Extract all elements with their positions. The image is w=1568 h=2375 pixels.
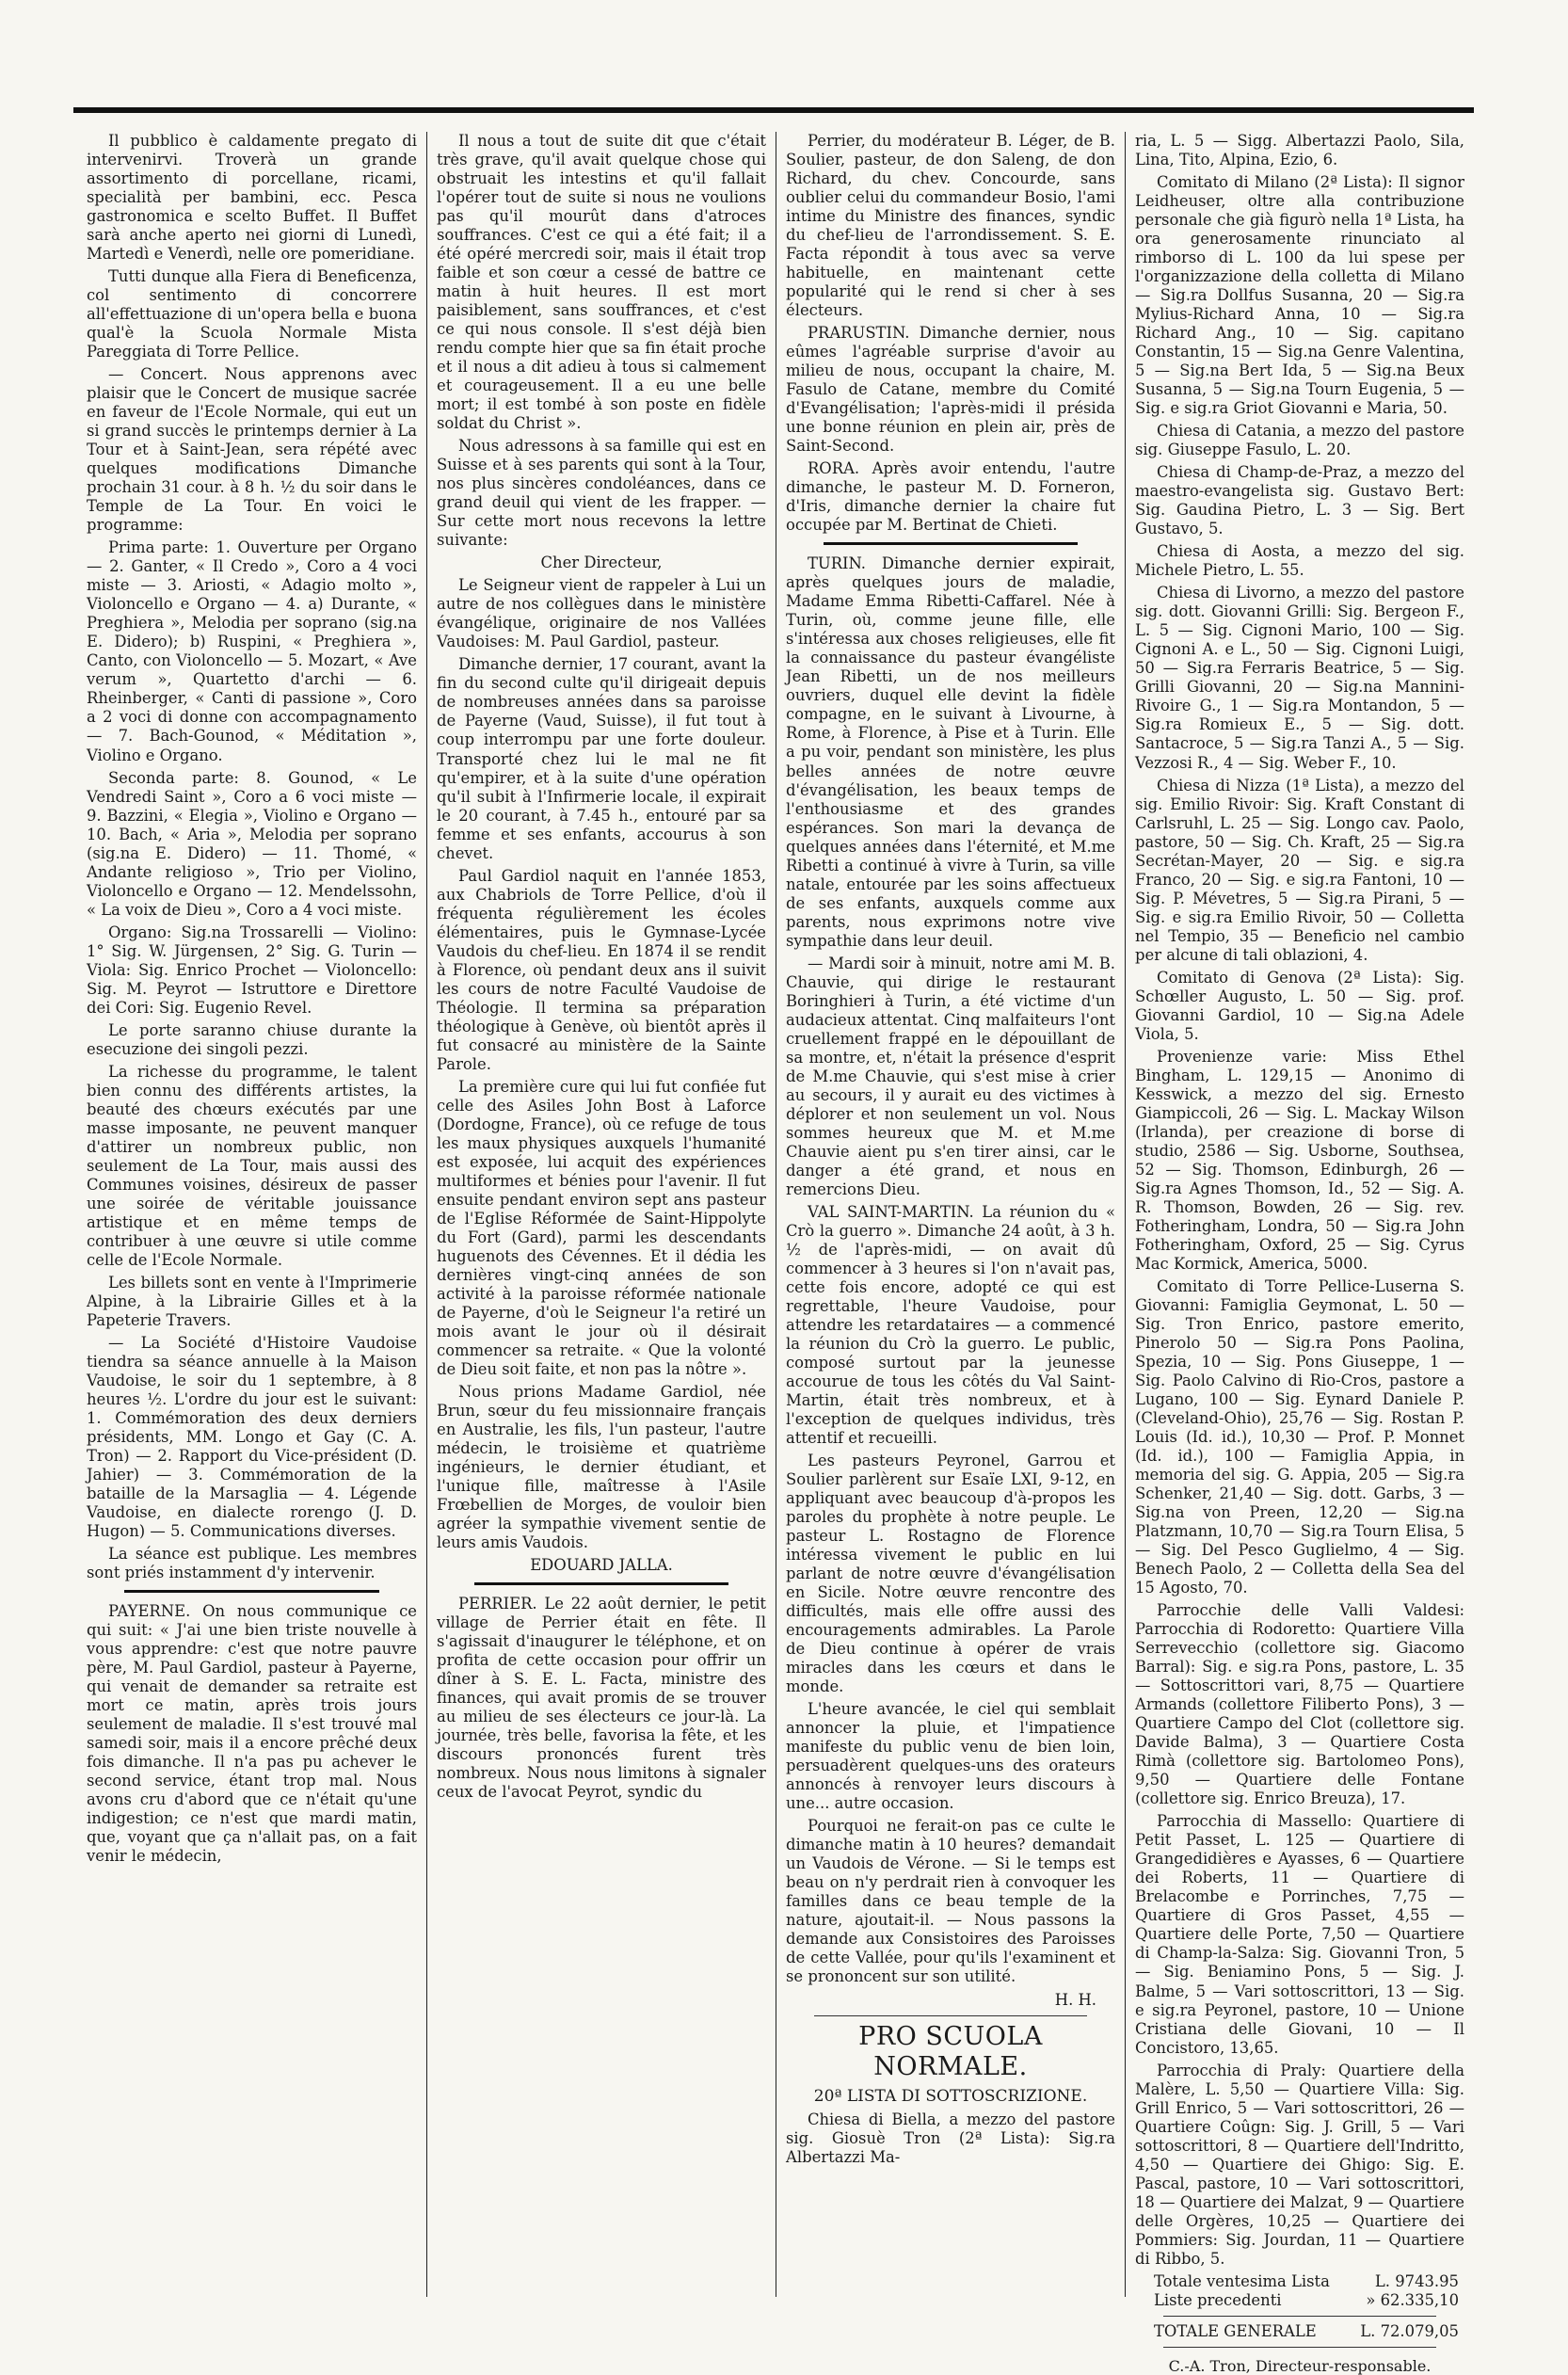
paragraph: Provenienze varie: Miss Ethel Bingham, L. 129,15 — Anonimo di Kesswick, a mezzo del sig. Ernesto Giampiccoli, 26 — Sig. L. Mackay Wilson (Irlanda), per creazione di borse di studio, 2586 — Sig. Usborne, Southsea, 52 — Sig. Thomson, Edinburgh, 26 — Sig.ra Agnes Thomson, Id., 52 — Sig. A. R. Thomson, Bowden, 26 — Sig. rev. Fotheringham, Londra, 50 — Sig.ra John Fotheringham, Oxford, 25 — Sig. Cyrus Mac Kormick, America, 5000.	[1135, 1047, 1464, 1273]
paragraph: Pourquoi ne ferait-on pas ce culte le dimanche matin à 10 heures? demandait un Vaudois de Vérone. — Si le temps est beau on n'y perdrait rien à convoquer les familles dans ce beau temple de la nature, ajoutait-il. — Nous passons la demande aux Consistoires des Paroisses de cette Vallée, pour qu'ils l'examinent et se prononcent sur son utilité.	[786, 1817, 1115, 1986]
paragraph: Parrocchia di Praly: Quartiere della Malère, L. 5,50 — Quartiere Villa: Sig. Grill Enrico, 5 — Vari sottoscrittori, 26 — Quartiere Coûgn: Sig. J. Grill, 5 — Vari sottoscrittori, 8 — Quartiere dell'Indritto, 4,50 — Quartiere dei Ghigo: Sig. E. Pascal, pastore, 10 — Vari sottoscrittori, 18 — Quartiere dei Malzat, 9 — Quartiere delle Orgères, 10,25 — Quartiere dei Pommiers: Sig. Jourdan, 11 — Quartiere di Ribbo, 5.	[1135, 2061, 1464, 2268]
section-rule	[474, 1582, 728, 1585]
paragraph: Les billets sont en vente à l'Imprimerie Alpine, à la Librairie Gilles et à la Papeterie Travers.	[87, 1273, 417, 1329]
paragraph: La séance est publique. Les membres sont priés instamment d'y intervenir.	[87, 1545, 417, 1582]
paragraph: Le porte saranno chiuse durante la esecuzione dei singoli pezzi.	[87, 1020, 417, 1058]
letter-salutation: Cher Directeur,	[540, 554, 663, 572]
paragraph: PRARUSTIN. Dimanche dernier, nous eûmes l'agréable surprise d'avoir au milieu de nous, occupant la chaire, M. Fasulo de Catane, membre du Comité d'Evangélisation; l'après-midi il présida une bonne réunion en plein air, près de Saint-Second.	[786, 324, 1115, 456]
section-rule	[814, 2015, 1087, 2016]
paragraph: Comitato di Torre Pellice-Luserna S. Giovanni: Famiglia Geymonat, L. 50 — Sig. Tron Enrico, pastore emerito, Pinerolo 50 — Sig.ra Pons Paolina, Spezia, 10 — Sig. Pons Giuseppe, 1 — Sig. Paolo Calvino di Rio-Cros, pastore a Lugano, 100 — Sig. Eynard Daniele P. (Cleveland-Ohio), 25,76 — Sig. Rostan P. Louis (Id. id.), 10,30 — Prof. P. Monnet (Id. id.), 100 — Famiglia Appia, in memoria del sig. G. Appia, 205 — Sig.ra Schenker, 21,40 — Sig. dott. Garbs, 3 — Sig.na von Preen, 12,20 — Sig.na Platzmann, 10,70 — Sig.ra Tourn Elisa, 5 — Sig. Del Pesco Guglielmo, 4 — Sig. Benech Paolo, 2 — Colletta della Sea del 15 Agosto, 70.	[1135, 1276, 1464, 1597]
totals-row	[1135, 2272, 1464, 2291]
paragraph: — Concert. Nous apprenons avec plaisir que le Concert de musique sacrée en faveur de l'Ecole Normale, qui eut un si grand succès le printemps dernier à La Tour et à Saint-Jean, sera répété avec quelques modifications Dimanche prochain 31 cour. à 8 h. ½ du soir dans le Temple de La Tour. En voici le programme:	[87, 365, 417, 535]
paragraph: Comitato di Milano (2ª Lista): Il signor Leidheuser, oltre alla contribuzione personale che già figurò nella 1ª Lista, ha ora generosamente rinunciato al rimborso di L. 100 da lui spese per l'organizzazione della colletta di Milano — Sig.ra Dollfus Susanna, 20 — Sig.ra Mylius-Richard Anna, 10 — Sig.ra Richard Ang., 10 — Sig. capitano Constantin, 15 — Sig.na Genre Valentina, 5 — Sig.na Bert Ida, 5 — Sig.na Beux Susanna, 5 — Sig.na Tourn Eugenia, 5 — Sig. e sig.ra Griot Giovanni e Maria, 50.	[1135, 173, 1464, 418]
totals-label: Liste precedenti	[1154, 2290, 1282, 2309]
paragraph: Chiesa di Champ-de-Praz, a mezzo del maestro-evangelista sig. Gustavo Bert: Sig. Gaudina Pietro, L. 3 — Sig. Bert Gustavo, 5.	[1135, 463, 1464, 538]
paragraph: L'heure avancée, le ciel qui semblait annoncer la pluie, et l'impatience manifeste du public venu de bien loin, persuadèrent quelques-uns des orateurs annoncés à renvoyer leurs discours à une... autre occasion.	[786, 1700, 1115, 1813]
totals-label: Totale ventesima Lista	[1154, 2271, 1330, 2290]
paragraph: Chiesa di Nizza (1ª Lista), a mezzo del sig. Emilio Rivoir: Sig. Kraft Constant di Carlsruhl, L. 25 — Sig. Longo cav. Paolo, pastore, 50 — Sig. Ch. Kraft, 25 — Sig.ra Secrétan-Mayer, 20 — Sig. e sig.ra Franco, 20 — Sig. e sig.ra Fantoni, 10 — Sig. P. Mévetres, 5 — Sig.ra Pirani, 5 — Sig. e sig.ra Emilio Rivoir, 50 — Colletta nel Tempio, 35 — Beneficio nel cambio per alcune di tali oblazioni, 4.	[1135, 776, 1464, 964]
paragraph: PAYERNE. On nous communique ce qui suit: « J'ai une bien triste nouvelle à vous apprendre: c'est que notre pauvre père, M. Paul Gardiol, pasteur à Payerne, qui venait de demander sa retraite est mort ce matin, après trois jours seulement de maladie. Il s'est trouvé mal samedi soir, mais il a encore prêché deux fois dimanche. Il n'a pas pu achever le second service, étant trop mal. Nous avons cru d'abord que ce n'était qu'une indigestion; ce n'est que mardi matin, que, voyant que ça n'allait pas, on a fait venir le médecin,	[87, 1602, 417, 1866]
paragraph: Il nous a tout de suite dit que c'était très grave, qu'il avait quelque chose qui obstruait les intestins et qu'il fallait l'opérer tout de suite si nous ne voulions pas qu'il mourût dans d'atroces souffrances. C'est ce qui a été fait; il a été opéré mercredi soir, mais il était trop faible et son cœur a cessé de battre ce matin à huit heures. Il est mort paisiblement, sans souffrances, et c'est ce qui nous console. Il s'est déjà bien rendu compte hier que sa fin était proche et il nous a dit adieu à tous si calmement et courageusement. Il a eu une belle mort; il est tombé à son poste en fidèle soldat du Christ ».	[437, 132, 766, 433]
paragraph: Les pasteurs Peyronel, Garrou et Soulier parlèrent sur Esaïe LXI, 9-12, en appliquant avec beaucoup d'à-propos les paroles du prophète à notre peuple. Le pasteur L. Rostagno de Florence intéressa vivement le public en lui parlant de notre œuvre d'évangélisation en Sicile. Notre œuvre rencontre des difficultés, mais elle offre aussi des encouragements admirables. La Parole de Dieu continue à opérer de vrais miracles dans les cœurs et dans le monde.	[786, 1452, 1115, 1696]
paragraph: Chiesa di Aosta, a mezzo del sig. Michele Pietro, L. 55.	[1135, 542, 1464, 580]
paragraph: Organo: Sig.na Trossarelli — Violino: 1° Sig. W. Jürgensen, 2° Sig. G. Turin — Viola: Sig. Enrico Prochet — Violoncello: Sig. M. Peyrot — Istruttore e Direttore dei Cori: Sig. Eugenio Revel.	[87, 923, 417, 1017]
paragraph: — Mardi soir à minuit, notre ami M. B. Chauvie, qui dirige le restaurant Boringhieri à Turin, a été victime d'un audacieux attentat. Cinq malfaiteurs l'ont cruellement frappé en le dépouillant de sa montre, et, n'était la présence d'esprit de M.me Chauvie, qui s'est mise à crier au secours, il y aurait eu des victimes à déplorer et non seulement un vol. Nous sommes heureux que M. et M.me Chauvie aient pu s'en tirer ainsi, car le danger a été grand, et nous en remercions Dieu.	[786, 954, 1115, 1198]
paragraph: Nous adressons à sa famille qui est en Suisse et à ses parents qui sont à la Tour, nos plus sincères condoléances, dans ce grand deuil qui vient de les frapper. — Sur cette mort nous recevons la lettre suivante:	[437, 437, 766, 550]
paragraph: PERRIER. Le 22 août dernier, le petit village de Perrier était en fête. Il s'agissait d'inaugurer le téléphone, et on profita de cette occasion pour offrir un dîner à S. E. L. Facta, ministre des finances, qui avait promis de se trouver au milieu de ses électeurs ce jour-là. La journée, très belle, favorisa la fête, et les discours prononcés furent très nombreux. Nous nous limitons à signaler ceux de l'avocat Peyrot, syndic du	[437, 1595, 766, 1802]
paragraph: La richesse du programme, le talent bien connu des différents artistes, la beauté des chœurs exécutés par une masse imposante, ne peuvent manquer d'attirer un nombreux public, non seulement de La Tour, mais aussi des Communes voisines, désireux de passer une soirée de véritable jouissance artistique et en même temps de contribuer à une œuvre si utile comme celle de l'Ecole Normale.	[87, 1062, 417, 1269]
paragraph: Comitato di Genova (2ª Lista): Sig. Schœller Augusto, L. 50 — Sig. prof. Giovanni Gardiol, 10 — Sig.na Adele Viola, 5.	[1135, 968, 1464, 1043]
director-signature: C.-A. Tron, Directeur-responsable.	[1168, 2356, 1432, 2375]
paragraph: RORA. Après avoir entendu, l'autre dimanche, le pasteur M. D. Forneron, d'Iris, dimanche dernier la chaire fut occupée par M. Bertinat de Chieti.	[786, 459, 1115, 535]
section-rule	[824, 542, 1078, 545]
paragraph: Nous prions Madame Gardiol, née Brun, sœur du feu missionnaire français en Australie, les fils, l'un pasteur, l'autre médecin, le troisième et quatrième ingénieurs, le dernier étudiant, et l'unique fille, maîtresse à l'Asile Frœbellien de Morges, de vouloir bien agréer la sympathie vivement sentie de leurs amis Vaudois.	[437, 1383, 766, 1552]
paragraph: Paul Gardiol naquit en l'année 1853, aux Chabriols de Torre Pellice, d'où il fréquenta régulièrement les écoles élémentaires, puis le Gymnase-Lycée Vaudois du chef-lieu. En 1874 il se rendit à Florence, où pendant deux ans il suivit les cours de notre Faculté Vaudoise de Théologie. Il termina sa préparation théologique à Genève, où bientôt après il fut consacré au ministère de la Sainte Parole.	[437, 866, 766, 1073]
paragraph: Prima parte: 1. Ouverture per Organo — 2. Ganter, « Il Credo », Coro a 4 voci miste — 3. Ariosti, « Adagio molto », Violoncello e Organo — 4. a) Durante, « Preghiera », Melodia per soprano (sig.na E. Didero); b) Ruspini, « Preghiera », Canto, con Violoncello — 5. Mozart, « Ave verum », Quartetto d'archi — 6. Rheinberger, « Canti di passione », Coro a 2 voci di donne con accompagnamento — 7. Bach-Gounod, « Méditation », Violino e Organo.	[87, 538, 417, 764]
totals-value: L. 72.079,05	[1360, 2321, 1459, 2340]
paragraph: VAL SAINT-MARTIN. La réunion du « Crò la guerro ». Dimanche 24 août, à 3 h. ½ de l'après-midi, — on avait dû commencer à 3 heures si l'on n'avait pas, cette fois encore, adopté ce qui est regrettable, l'heure Vaudoise, pour attendre les retardataires — a commencé la réunion du Crò la guerro. Le public, composé surtout par la jeunesse accourue de tous les côtés du Val Saint-Martin, était très nombreux, et à l'exception de quelques individus, très attentif et recueilli.	[786, 1202, 1115, 1448]
signature: H. H.	[1054, 1990, 1096, 2009]
paragraph: Dimanche dernier, 17 courant, avant la fin du second culte qu'il dirigeait depuis de nombreuses années dans sa paroisse de Payerne (Vaud, Suisse), il fut tout à coup interrompu par une forte douleur. Transporté chez lui le mal ne fit qu'empirer, et à la suite d'une opération qu'il subit à l'Infirmerie locale, il expirait le 20 courant, à 7.45 h., entouré par sa femme et ses enfants, accourus à son chevet.	[437, 655, 766, 862]
column-4	[1125, 132, 1474, 2375]
totals-label: TOTALE GENERALE	[1154, 2321, 1317, 2340]
column-2	[426, 132, 776, 2297]
totals-row	[1135, 2291, 1464, 2310]
paragraph: Chiesa di Biella, a mezzo del pastore sig. Giosuè Tron (2ª Lista): Sig.ra Albertazzi Ma-	[786, 2110, 1115, 2167]
column-1	[77, 132, 426, 2297]
totals-value: L. 9743.95	[1374, 2271, 1459, 2290]
columns	[77, 132, 1474, 2375]
paragraph: Parrocchia di Massello: Quartiere di Petit Passet, L. 125 — Quartiere di Grangedidières e Ayasses, 6 — Quartiere dei Roberts, 11 — Quartiere di Brelacombe e Porrinches, 7,75 — Quartiere di Gros Passet, 4,55 — Quartiere delle Porte, 7,50 — Quartiere di Champ-la-Salza: Sig. Giovanni Tron, 5 — Sig. Beniamino Pons, 5 — Sig. J. Balme, 5 — Vari sottoscrittori, 13 — Sig. e sig.ra Peyronel, pastore, 10 — Unione Cristiana delle Giovani, 10 — Il Concistoro, 13,65.	[1135, 1812, 1464, 2057]
section-rule	[1163, 2347, 1436, 2348]
section-rule	[124, 1590, 379, 1593]
paragraph: La première cure qui lui fut confiée fut celle des Asiles John Bost à Laforce (Dordogne, France), où ce refuge de tous les maux physiques auxquels l'humanité est exposée, lui acquit des expériences multiformes et bénies pour l'avenir. Il fut ensuite pendant environ sept ans pasteur de l'Eglise Réformée de Saint-Hippolyte du Fort (Gard), parmi les descendants huguenots des Cévennes. Et il dédia les dernières vingt-cinq années de son activité à la paroisse réformée nationale de Payerne, d'où le Seigneur l'a retiré un mois avant le jour où il désirait commencer sa retraite. « Que la volonté de Dieu soit faite, et non pas la nôtre ».	[437, 1077, 766, 1378]
paragraph: Tutti dunque alla Fiera di Beneficenza, col sentimento di concorrere all'effettuazione di un'opera bella e buona qual'è la Scuola Normale Mista Pareggiata di Torre Pellice.	[87, 267, 417, 361]
paragraph: Seconda parte: 8. Gounod, « Le Vendredi Saint », Coro a 6 voci miste — 9. Bazzini, « Elegia », Violino e Organo — 10. Bach, « Aria », Melodia per soprano (sig.na E. Didero) — 11. Thomé, « Andante religioso », Trio per Violino, Violoncello e Organo — 12. Mendelssohn, « La voix de Dieu », Coro a 4 voci miste.	[87, 768, 417, 919]
paragraph: ria, L. 5 — Sigg. Albertazzi Paolo, Sila, Lina, Tito, Alpina, Ezio, 6.	[1135, 132, 1464, 169]
paragraph: Perrier, du modérateur B. Léger, de B. Soulier, pasteur, de don Saleng, de don Richard, du chev. Concourde, sans oublier celui du commandeur Bosio, l'ami intime du Ministre des finances, syndic du chef-lieu de l'arrondissement. S. E. Facta répondit à tous avec sa verve habituelle, en maintenant cette popularité qui le rend si cher à ses électeurs.	[786, 132, 1115, 320]
signature: EDOUARD JALLA.	[530, 1556, 673, 1575]
paragraph: Il pubblico è caldamente pregato di intervenirvi. Troverà un grande assortimento di porcellane, ricami, specialità per bambini, ecc. Pesca gastronomica e scelto Buffet. Il Buffet sarà anche aperto nei giorni di Lunedì, Martedì e Venerdì, nelle ore pomeridiane.	[87, 132, 417, 264]
section-subtitle: 20ª LISTA DI SOTTOSCRIZIONE.	[813, 2087, 1088, 2107]
header-rule	[73, 107, 1474, 113]
section-rule	[1163, 2316, 1436, 2317]
section-title: PRO SCUOLA NORMALE.	[858, 2021, 1043, 2082]
paragraph: Parrocchie delle Valli Valdesi: Parrocchia di Rodoretto: Quartiere Villa Serrevecchio (collettore sig. Giacomo Barral): Sig. e sig.ra Pons, pastore, L. 35 — Sottoscrittori vari, 8,75 — Quartiere Armands (collettore Filiberto Pons), 3 — Quartiere Campo del Clot (collettore sig. Davide Balma), 3 — Quartiere Costa Rimà (collettore sig. Bartolomeo Pons), 9,50 — Quartiere delle Fontane (collettore sig. Enrico Breuza), 17.	[1135, 1601, 1464, 1808]
paragraph: Chiesa di Catania, a mezzo del pastore sig. Giuseppe Fasulo, L. 20.	[1135, 422, 1464, 459]
paragraph: TURIN. Dimanche dernier expirait, après quelques jours de maladie, Madame Emma Ribetti-Caffarel. Née à Turin, où, comme jeune fille, elle s'intéressa aux choses religieuses, elle fit la connaissance du pasteur évangéliste Jean Ribetti, un de nos meilleurs ouvriers, duquel elle devint la fidèle compagne, en le suivant à Livourne, à Rome, à Florence, à Pise et à Turin. Elle a pu voir, pendant son ministère, les plus belles années de notre œuvre d'évangélisation, les beaux temps de l'enthousiasme et des grandes espérances. Son mari la devança de quelques années dans l'éternité, et M.me Ribetti a continué à vivre à Turin, sa ville natale, entourée par les soins affectueux de ses enfants, auxquels comme aux parents, nous exprimons notre vive sympathie dans leur deuil.	[786, 554, 1115, 950]
paragraph: Chiesa di Livorno, a mezzo del pastore sig. dott. Giovanni Grilli: Sig. Bergeon F., L. 5 — Sig. Cignoni Mario, 100 — Sig. Cignoni A. e L., 50 — Sig. Cignoni Luigi, 50 — Sig.ra Ferraris Beatrice, 5 — Sig. Grilli Giovanni, 20 — Sig.na Mannini-Rivoire G., 1 — Sig.ra Montandon, 5 — Sig.ra Romieux E., 5 — Sig. dott. Santacroce, 5 — Sig.ra Tanzi A., 5 — Sig. Vezzosi R., 4 — Sig. Weber F., 10.	[1135, 584, 1464, 772]
column-3	[776, 132, 1125, 2297]
paragraph: Le Seigneur vient de rappeler à Lui un autre de nos collègues dans le ministère évangélique, originaire de nos Vallées Vaudoises: M. Paul Gardiol, pasteur.	[437, 576, 766, 651]
totals-row	[1135, 2322, 1464, 2341]
paragraph: — La Société d'Histoire Vaudoise tiendra sa séance annuelle à la Maison Vaudoise, le soir du 1 septembre, à 8 heures ½. L'ordre du jour est le suivant: 1. Commémoration des deux derniers présidents, MM. Longo et Gay (C. A. Tron) — 2. Rapport du Vice-président (D. Jahier) — 3. Commémoration de la bataille de la Marsaglia — 4. Légende Vaudoise, en dialecte rorengo (J. D. Hugon) — 5. Communications diverses.	[87, 1333, 417, 1541]
totals-value: » 62.335,10	[1366, 2290, 1459, 2309]
